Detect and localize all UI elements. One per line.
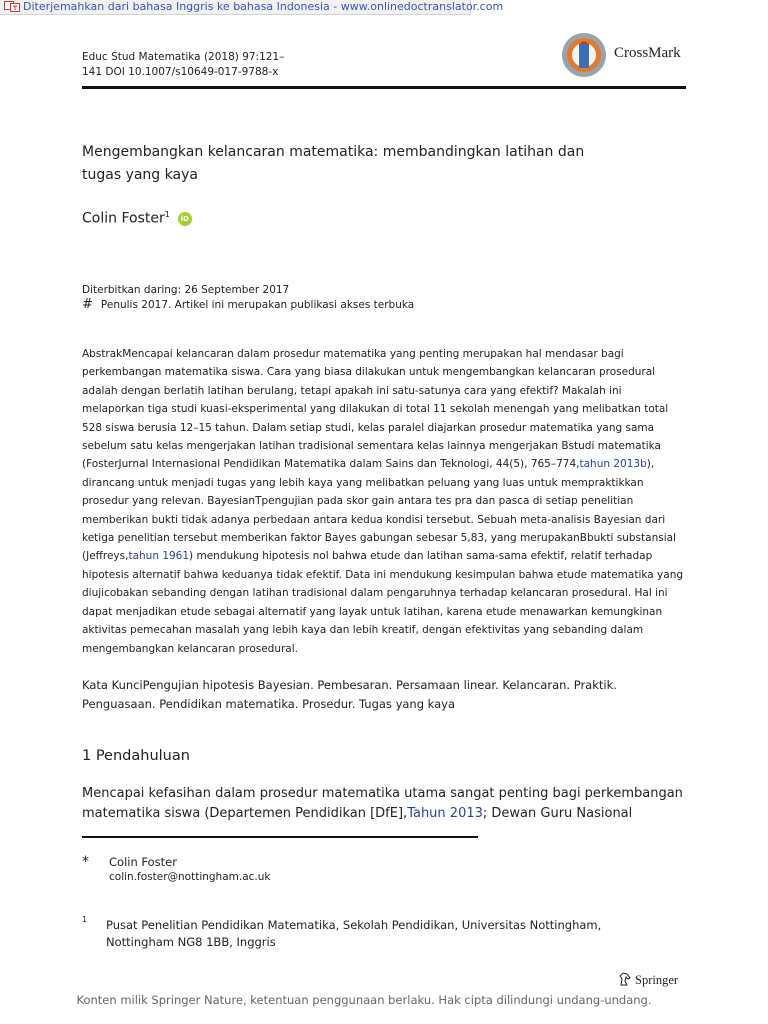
citation-link[interactable]: tahun 2013b bbox=[579, 458, 647, 471]
author-name: Colin Foster bbox=[82, 210, 165, 227]
translate-icon bbox=[4, 1, 20, 12]
header-rule bbox=[82, 86, 686, 89]
section-heading: 1 Pendahuluan bbox=[82, 748, 190, 764]
crossmark-icon bbox=[560, 32, 608, 78]
intro-text: Mencapai kefasihan dalam prosedur matematika utama sangat penting bagi perkembangan matematika siswa (Departemen Pendidikan [DfE], bbox=[82, 786, 683, 821]
intro-text: ; Dewan Guru Nasional bbox=[482, 805, 633, 821]
keywords: Kata KunciPengujian hipotesis Bayesian. Pembesaran. Persamaan linear. Kelancaran. Praktik. Penguasaan. Pendidikan matematika. Prosedur. Tugas yang kaya bbox=[82, 678, 617, 711]
publisher-logo bbox=[618, 972, 678, 988]
footer-note: Konten milik Springer Nature, ketentuan penggunaan berlaku. Hak cipta dilindungi undang-undang. bbox=[76, 993, 652, 1007]
author-line bbox=[82, 210, 192, 227]
orcid-icon[interactable]: iD bbox=[178, 212, 192, 226]
corresponding-author-name: Colin Foster bbox=[109, 855, 177, 869]
affiliation-number: 1 bbox=[82, 915, 88, 924]
abstract-text: ) mendukung hipotesis nol bahwa etude dan latihan sama-sama efektif, relatif terhadap hipotesis alternatif bahwa keduanya tidak efektif. Data ini mendukung kesimpulan bahwa etude matematika yang diujicobakan sebanding dengan latihan tradisional dalam pengaruhnya terhadap kelancaran prosedural. Hal ini dapat menjadikan etude sebagai alternatif yang layak untuk latihan, karena etude menawarkan kemungkinan aktivitas pemecahan masalah yang lebih kaya dan lebih kreatif, dengan efektivitas yang sebanding dalam mengembangkan kelancaran prosedural. bbox=[82, 550, 684, 655]
footnote-rule bbox=[82, 836, 478, 838]
published-date: Diterbitkan daring: 26 September 2017 bbox=[82, 284, 290, 296]
affiliation-text: Pusat Penelitian Pendidikan Matematika, Sekolah Pendidikan, Universitas Nottingham, Nottingham NG8 1BB, Inggris bbox=[106, 918, 602, 949]
crossmark-label: CrossMark bbox=[614, 45, 681, 61]
banner-text[interactable]: Diterjemahkan dari bahasa Inggris ke bahasa Indonesia - www.onlinedoctranslator.com bbox=[23, 0, 504, 13]
license-symbol: # bbox=[82, 297, 93, 312]
article-title: Mengembangkan kelancaran matematika: membandingkan latihan dan tugas yang kaya bbox=[82, 144, 585, 183]
citation-link[interactable]: tahun 1961 bbox=[128, 550, 190, 563]
author-affiliation-mark: 1 bbox=[164, 210, 170, 219]
journal-citation: Educ Stud Matematika (2018) 97:121–141 DOI 10.1007/s10649-017-9788-x bbox=[82, 51, 285, 78]
footnote-star: * bbox=[82, 854, 89, 870]
intro-paragraph bbox=[82, 784, 702, 823]
crossmark-badge[interactable] bbox=[560, 32, 690, 78]
license-line bbox=[82, 297, 414, 312]
publisher-name: Springer bbox=[635, 973, 679, 987]
springer-horse-icon bbox=[618, 972, 632, 986]
license-text: Penulis 2017. Artikel ini merupakan publikasi akses terbuka bbox=[100, 299, 415, 311]
abstract bbox=[82, 345, 686, 658]
author-email-link[interactable]: colin.foster@nottingham.ac.uk bbox=[109, 871, 271, 883]
citation-link[interactable]: Tahun 2013 bbox=[407, 805, 483, 821]
translation-banner[interactable] bbox=[0, 0, 504, 15]
abstract-text: ), dirancang untuk menjadi tugas yang lebih kaya yang melibatkan peluang yang luas untuk mempraktikkan prosedur yang relevan. BayesianTpengujian pada skor gain antara tes pra dan pasca di setiap penelitian memberikan bukti tidak adanya perbedaan antara kedua kondisi tersebut. Sebuah meta-analisis Bayesian dari ketiga penelitian tersebut memberikan faktor Bayes gabungan sebesar 5,83, yang merupakanBbukti substansial (Jeffreys, bbox=[82, 458, 676, 563]
abstract-text: AbstrakMencapai kelancaran dalam prosedur matematika yang penting merupakan hal mendasar bagi perkembangan matematika siswa. Cara yang biasa dilakukan untuk mengembangkan kelancaran prosedural adalah dengan berlatih latihan berulang, tetapi apakah ini satu-satunya cara yang efektif? Makalah ini melaporkan tiga studi kuasi-eksperimental yang dilakukan di total 11 sekolah menengah yang melibatkan total 528 siswa berusia 12–15 tahun. Dalam setiap studi, kelas paralel diajarkan prosedur matematika yang sama sebelum satu kelas mengerjakan latihan tradisional sementara kelas lainnya mengerjakan Bstudi matematika (FosterJurnal Internasional Pendidikan Matematika dalam Sains dan Teknologi, 44(5), 765–774, bbox=[82, 348, 669, 471]
